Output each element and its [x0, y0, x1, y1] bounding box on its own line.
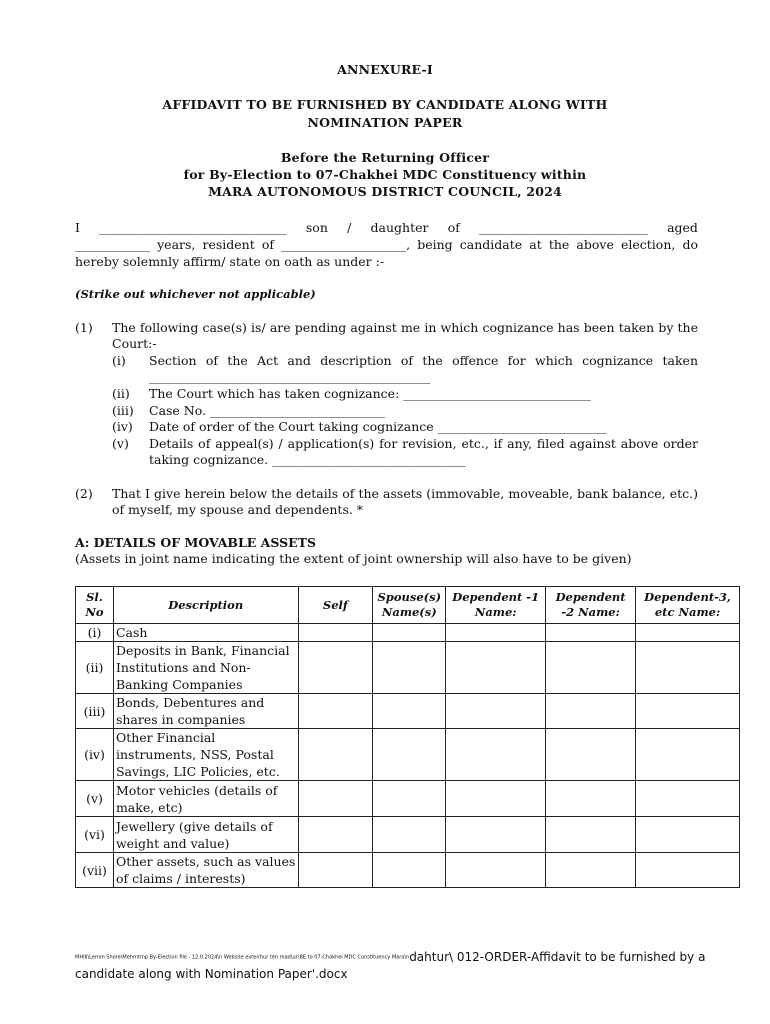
cell-dependent-3 [636, 624, 740, 642]
table-row [76, 853, 740, 888]
cell-dependent-3 [636, 729, 740, 781]
sub-iii-line-1: Case No. ____________________________ [149, 403, 385, 418]
header-dependent-2: Dependent -2 Name: [546, 587, 636, 624]
sub-iv-line-1: Date of order of the Court taking cognizance ___________________________ [149, 419, 607, 434]
cell-self [298, 781, 373, 817]
cell-spouse [373, 642, 446, 694]
table-row [76, 624, 740, 642]
row-sl: (i) [76, 624, 114, 642]
declaration-line-3: hereby solemnly affirm/ state on oath as under :- [75, 254, 385, 269]
footer-small-path: MHIII\Lemm Shore\Mehmtrnp By-Election file - 12.0.2024\n Website extent\ur ten mad\ur\BE to 07-Chakhei MDC Constituency Mara\n [75, 954, 410, 961]
row-sl: (vi) [76, 817, 114, 853]
sub-iv-number: (iv) [112, 419, 133, 434]
cell-dependent-1 [446, 729, 546, 781]
cell-dependent-1 [446, 624, 546, 642]
declaration-daughter: daughter [370, 220, 429, 235]
footer-line-2: candidate along with Nomination Paper'.docx [75, 967, 348, 981]
row-description: Bonds, Debentures and shares in companies [113, 694, 298, 729]
table-row [76, 642, 740, 694]
table-row [76, 694, 740, 729]
item1-text-line-1: The following case(s) is/ are pending against me in which cognizance has been taken by the [112, 320, 698, 335]
header-dependent-1: Dependent -1 Name: [446, 587, 546, 624]
declaration-parent-blank: ___________________________ [479, 220, 648, 235]
cell-dependent-1 [446, 642, 546, 694]
cell-dependent-2 [546, 781, 636, 817]
header-sl-no: Sl. No [76, 587, 114, 624]
cell-self [298, 817, 373, 853]
declaration-name-blank: ______________________________ [99, 220, 287, 235]
cell-dependent-3 [636, 781, 740, 817]
row-sl: (ii) [76, 642, 114, 694]
header-description: Description [113, 587, 298, 624]
row-description: Cash [113, 624, 298, 642]
title-line-2: NOMINATION PAPER [307, 115, 463, 130]
cell-dependent-3 [636, 694, 740, 729]
item2-number: (2) [75, 486, 93, 501]
before-line-3: MARA AUTONOMOUS DISTRICT COUNCIL, 2024 [208, 184, 562, 199]
row-description: Other Financial instruments, NSS, Postal Savings, LIC Policies, etc. [113, 729, 298, 781]
declaration-line-2: ____________ years, resident of ____________________, being candidate at the above election, do [75, 237, 698, 252]
row-sl: (iv) [76, 729, 114, 781]
annexure-label: ANNEXURE-I [337, 62, 433, 77]
cell-dependent-2 [546, 694, 636, 729]
item2-line-2: of myself, my spouse and dependents. * [112, 502, 364, 517]
declaration-i: I [75, 220, 80, 235]
item2-line-1: That I give herein below the details of the assets (immovable, moveable, bank balance, etc.) [112, 486, 698, 501]
cell-dependent-3 [636, 853, 740, 888]
row-sl: (vii) [76, 853, 114, 888]
cell-spouse [373, 781, 446, 817]
item1-number: (1) [75, 320, 93, 335]
cell-spouse [373, 694, 446, 729]
cell-dependent-2 [546, 642, 636, 694]
sub-v-line-2: taking cognizance. _______________________________ [149, 452, 466, 467]
header-self: Self [298, 587, 373, 624]
sub-v-number: (v) [112, 436, 129, 451]
cell-dependent-2 [546, 853, 636, 888]
sub-i-line-1: Section of the Act and description of the offence for which cognizance taken [149, 353, 698, 368]
cell-self [298, 729, 373, 781]
cell-dependent-2 [546, 729, 636, 781]
cell-dependent-1 [446, 853, 546, 888]
cell-spouse [373, 729, 446, 781]
declaration-aged: aged [667, 220, 698, 235]
cell-self [298, 853, 373, 888]
row-description: Jewellery (give details of weight and value) [113, 817, 298, 853]
strike-note: (Strike out whichever not applicable) [75, 287, 316, 301]
sub-i-number: (i) [112, 353, 126, 368]
cell-spouse [373, 817, 446, 853]
table-row [76, 817, 740, 853]
sub-i-line-2: _____________________________________________ [149, 369, 431, 384]
cell-spouse [373, 624, 446, 642]
footer-file-name-1: dahtur\ 012-ORDER-Affidavit to be furnished by a [409, 950, 706, 964]
cell-spouse [373, 853, 446, 888]
movable-assets-table [75, 586, 740, 888]
sub-ii-number: (ii) [112, 386, 130, 401]
declaration-line-1 [75, 220, 698, 237]
cell-dependent-3 [636, 817, 740, 853]
declaration-of: of [447, 220, 460, 235]
cell-dependent-1 [446, 694, 546, 729]
item1-text-line-2: Court:- [112, 336, 157, 351]
row-sl: (iii) [76, 694, 114, 729]
row-description: Other assets, such as values of claims / interests) [113, 853, 298, 888]
row-description: Motor vehicles (details of make, etc) [113, 781, 298, 817]
sub-ii-line-1: The Court which has taken cognizance: ______________________________ [149, 386, 591, 401]
cell-self [298, 694, 373, 729]
table-row [76, 729, 740, 781]
cell-self [298, 624, 373, 642]
cell-dependent-1 [446, 781, 546, 817]
cell-dependent-2 [546, 817, 636, 853]
section-a-heading: A: DETAILS OF MOVABLE ASSETS [75, 535, 316, 550]
cell-dependent-2 [546, 624, 636, 642]
header-spouse: Spouse(s) Name(s) [373, 587, 446, 624]
title-line-1: AFFIDAVIT TO BE FURNISHED BY CANDIDATE ALONG WITH [162, 97, 608, 112]
footer-line-1 [75, 950, 706, 964]
header-dependent-3: Dependent-3, etc Name: [636, 587, 740, 624]
row-description: Deposits in Bank, Financial Institutions and Non-Banking Companies [113, 642, 298, 694]
declaration-slash: / [347, 220, 352, 235]
declaration-son: son [305, 220, 328, 235]
table-row [76, 781, 740, 817]
before-line-1: Before the Returning Officer [280, 150, 490, 165]
before-line-2: for By-Election to 07-Chakhei MDC Constituency within [183, 167, 587, 182]
cell-self [298, 642, 373, 694]
sub-iii-number: (iii) [112, 403, 134, 418]
cell-dependent-3 [636, 642, 740, 694]
row-sl: (v) [76, 781, 114, 817]
table-header-row [76, 587, 740, 624]
sub-v-line-1: Details of appeal(s) / application(s) for revision, etc., if any, filed against above order [149, 436, 698, 451]
section-a-subheading: (Assets in joint name indicating the extent of joint ownership will also have to be given) [75, 551, 632, 566]
cell-dependent-1 [446, 817, 546, 853]
